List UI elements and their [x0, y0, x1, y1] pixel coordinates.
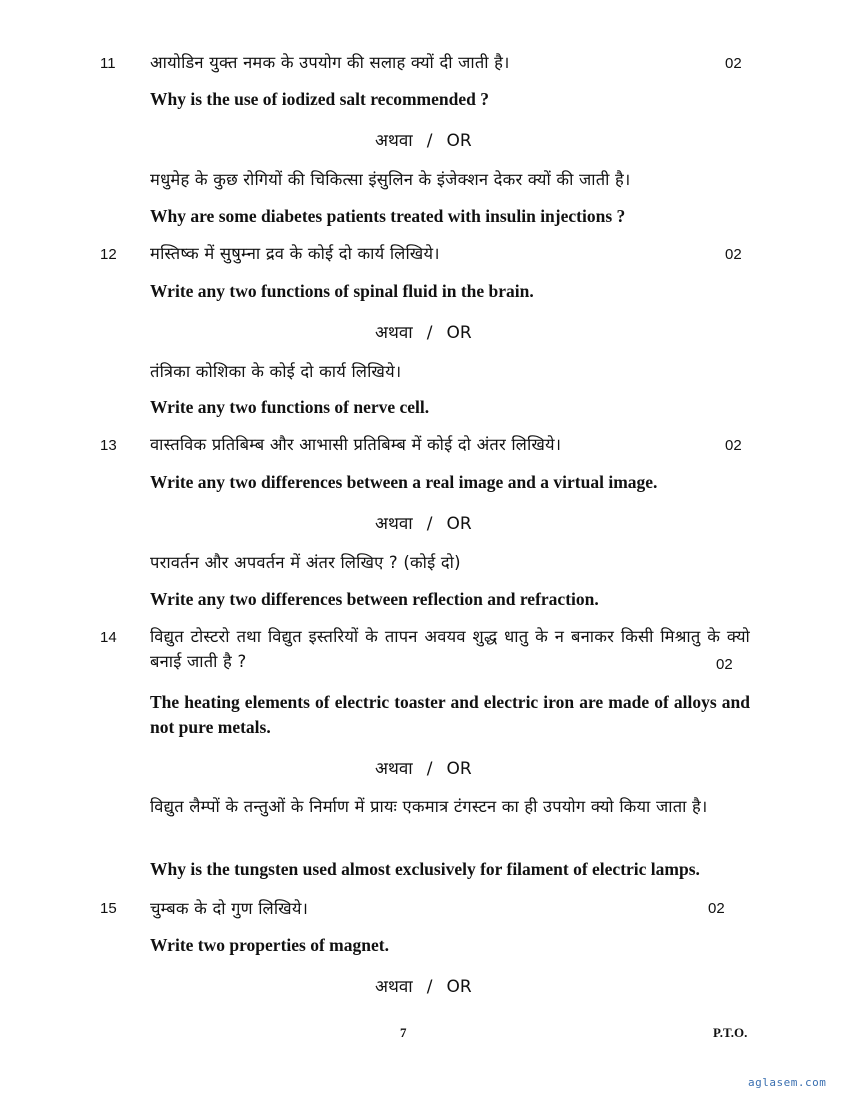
question-number: 14	[100, 629, 117, 646]
or-slash: /	[426, 759, 433, 779]
question-marks: 02	[725, 55, 742, 72]
question-number: 11	[100, 55, 116, 72]
question-text-hindi: विद्युत टोस्टरो तथा विद्युत इस्तरियों के तापन अवयव शुद्ध धातु के न बनाकर किसी मिश्रातु के क्यो बनाई जाती है ?	[150, 627, 750, 671]
alternative-text-hindi: परावर्तन और अपवर्तन में अंतर लिखिए ? (कोई दो)	[150, 553, 461, 572]
or-hindi: अथवा	[375, 759, 413, 779]
or-slash: /	[426, 131, 433, 151]
alternative-text-hindi: विद्युत लैम्पों के तन्तुओं के निर्माण में प्रायः एकमात्र टंगस्टन का ही उपयोग क्यो किया जाता है।	[150, 797, 708, 816]
question-text-english: Write any two differences between a real image and a virtual image.	[150, 472, 658, 492]
alternative-text-english: Write any two differences between reflection and refraction.	[150, 589, 599, 609]
or-slash: /	[426, 977, 433, 997]
question-number: 12	[100, 246, 117, 263]
question-text-english: The heating elements of electric toaster and electric iron are made of alloys and not pure metals.	[150, 692, 750, 737]
or-hindi: अथवा	[375, 514, 413, 534]
question-text-hindi: वास्तविक प्रतिबिम्ब और आभासी प्रतिबिम्ब में कोई दो अंतर लिखिये।	[150, 435, 562, 454]
or-hindi: अथवा	[375, 323, 413, 343]
or-slash: /	[426, 514, 433, 534]
or-separator	[375, 511, 472, 534]
pto-label: P.T.O.	[713, 1025, 748, 1040]
alternative-text-english: Write any two functions of nerve cell.	[150, 397, 430, 417]
or-hindi: अथवा	[375, 131, 413, 151]
alternative-text-english: Why is the tungsten used almost exclusively for filament of electric lamps.	[150, 859, 700, 879]
watermark-link[interactable]: aglasem.com	[748, 1076, 827, 1089]
alternative-text-english: Why are some diabetes patients treated with insulin injections ?	[150, 206, 626, 226]
question-text-hindi: मस्तिष्क में सुषुम्ना द्रव के कोई दो कार्य लिखिये।	[150, 244, 440, 263]
question-text-hindi: आयोडिन युक्त नमक के उपयोग की सलाह क्यों दी जाती है।	[150, 53, 510, 72]
page-number: 7	[400, 1025, 407, 1040]
question-marks: 02	[716, 656, 733, 673]
question-text-english: Write any two functions of spinal fluid in the brain.	[150, 281, 534, 301]
question-marks: 02	[708, 900, 725, 917]
question-marks: 02	[725, 246, 742, 263]
or-english: OR	[446, 131, 472, 151]
or-english: OR	[446, 514, 472, 534]
or-hindi: अथवा	[375, 977, 413, 997]
alternative-text-hindi: तंत्रिका कोशिका के कोई दो कार्य लिखिये।	[150, 362, 402, 381]
alternative-text-hindi: मधुमेह के कुछ रोगियों की चिकित्सा इंसुलिन के इंजेक्शन देकर क्यों की जाती है।	[150, 170, 631, 189]
or-separator	[375, 974, 472, 997]
question-marks: 02	[725, 437, 742, 454]
or-english: OR	[446, 759, 472, 779]
or-english: OR	[446, 323, 472, 343]
question-text-english: Why is the use of iodized salt recommended ?	[150, 89, 489, 109]
or-english: OR	[446, 977, 472, 997]
question-number: 13	[100, 437, 117, 454]
question-number: 15	[100, 900, 117, 917]
or-separator	[375, 756, 472, 779]
question-text-hindi: चुम्बक के दो गुण लिखिये।	[150, 899, 309, 918]
question-text-english: Write two properties of magnet.	[150, 935, 389, 955]
or-slash: /	[426, 323, 433, 343]
or-separator	[375, 128, 472, 151]
or-separator	[375, 320, 472, 343]
